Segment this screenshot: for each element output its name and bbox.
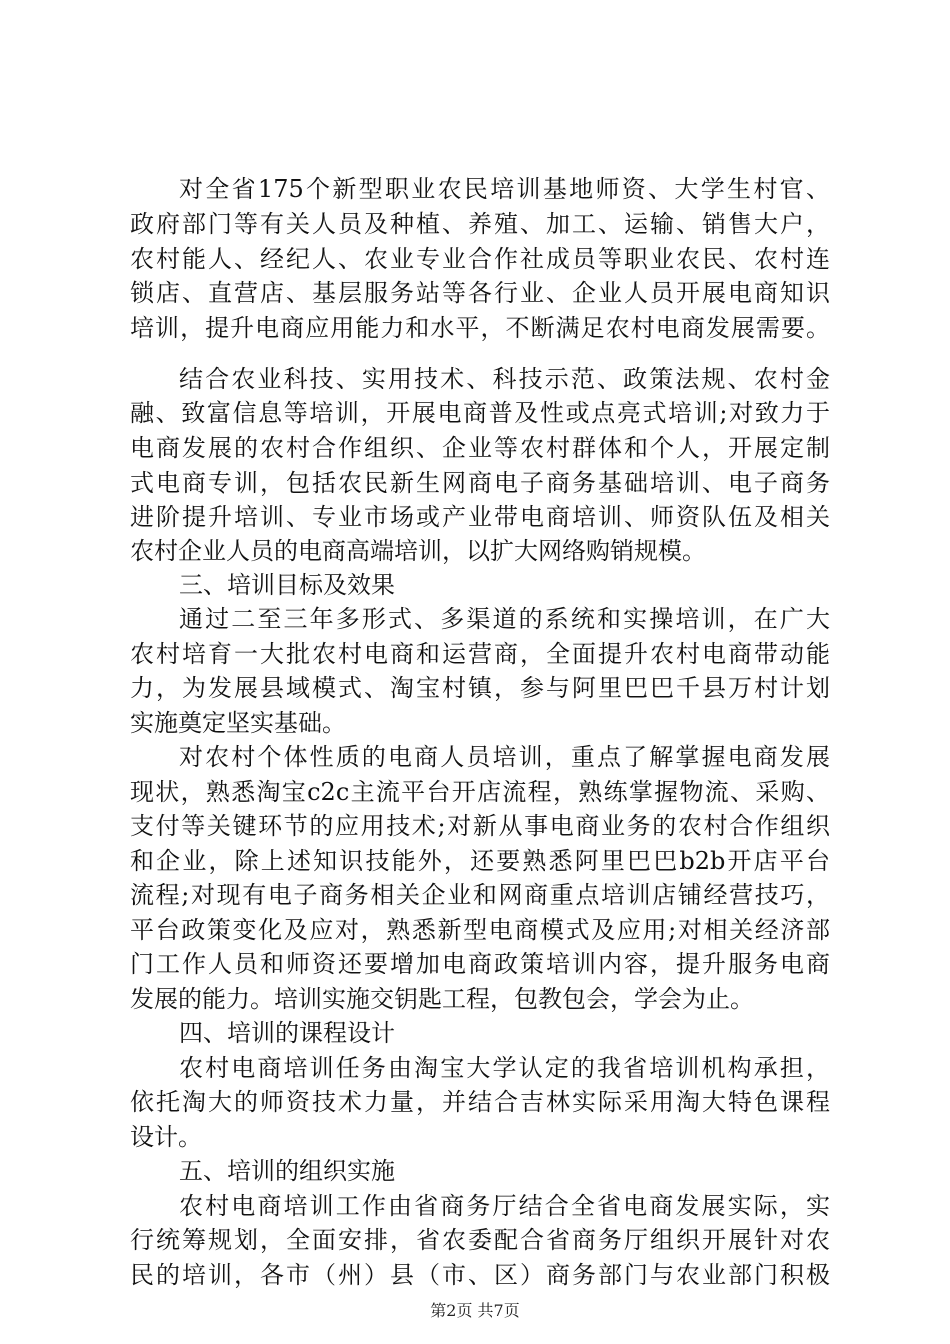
- text-line: 设计。: [130, 1123, 202, 1151]
- text-line: 式电商专训，包括农民新生网商电子商务基础培训、电子商务: [130, 469, 830, 497]
- text-line: 对全省175个新型职业农民培训基地师资、大学生村官、: [179, 175, 830, 203]
- text-line: 通过二至三年多形式、多渠道的系统和实操培训，在广大: [179, 605, 830, 633]
- text-line: 融、致富信息等培训，开展电商普及性或点亮式培训;对致力于: [130, 399, 830, 427]
- text-line: 平台政策变化及应对，熟悉新型电商模式及应用;对相关经济部: [130, 916, 830, 944]
- text-line: 农村能人、经纪人、农业专业合作社成员等职业农民、农村连: [130, 245, 830, 273]
- text-line: 结合农业科技、实用技术、科技示范、政策法规、农村金: [179, 365, 830, 393]
- text-line: 进阶提升培训、专业市场或产业带电商培训、师资队伍及相关: [130, 503, 830, 531]
- page-number-footer: 第2页 共7页: [430, 1301, 520, 1320]
- text-line: 和企业，除上述知识技能外，还要熟悉阿里巴巴b2b开店平台: [130, 847, 830, 875]
- text-line: 力，为发展县域模式、淘宝村镇，参与阿里巴巴千县万村计划: [130, 674, 830, 702]
- text-line: 流程;对现有电子商务相关企业和网商重点培训店铺经营技巧，: [130, 881, 830, 909]
- text-line: 农村培育一大批农村电商和运营商，全面提升农村电商带动能: [130, 640, 830, 668]
- text-line: 对农村个体性质的电商人员培训，重点了解掌握电商发展: [179, 743, 830, 771]
- section-heading: 三、培训目标及效果: [179, 571, 395, 599]
- text-line: 实施奠定坚实基础。: [130, 709, 346, 737]
- text-line: 支付等关键环节的应用技术;对新从事电商业务的农村合作组织: [130, 812, 830, 840]
- text-line: 行统筹规划，全面安排，省农委配合省商务厅组织开展针对农: [130, 1226, 830, 1254]
- text-line: 培训，提升电商应用能力和水平，不断满足农村电商发展需要。: [130, 314, 830, 342]
- text-line: 现状，熟悉淘宝c2c主流平台开店流程，熟练掌握物流、采购、: [130, 778, 830, 806]
- text-line: 农村电商培训工作由省商务厅结合全省电商发展实际，实: [179, 1192, 830, 1220]
- section-heading: 四、培训的课程设计: [179, 1019, 395, 1047]
- text-line: 发展的能力。培训实施交钥匙工程，包教包会，学会为止。: [130, 985, 754, 1013]
- text-line: 政府部门等有关人员及种植、养殖、加工、运输、销售大户，: [130, 210, 830, 238]
- text-line: 农村电商培训任务由淘宝大学认定的我省培训机构承担，: [179, 1054, 830, 1082]
- text-line: 农村企业人员的电商高端培训，以扩大网络购销规模。: [130, 537, 706, 565]
- text-line: 民的培训，各市（州）县（市、区）商务部门与农业部门积极: [130, 1261, 830, 1289]
- text-line: 门工作人员和师资还要增加电商政策培训内容，提升服务电商: [130, 950, 830, 978]
- section-heading: 五、培训的组织实施: [179, 1157, 395, 1185]
- text-line: 锁店、直营店、基层服务站等各行业、企业人员开展电商知识: [130, 279, 830, 307]
- text-line: 电商发展的农村合作组织、企业等农村群体和个人，开展定制: [130, 434, 830, 462]
- text-line: 依托淘大的师资技术力量，并结合吉林实际采用淘大特色课程: [130, 1088, 830, 1116]
